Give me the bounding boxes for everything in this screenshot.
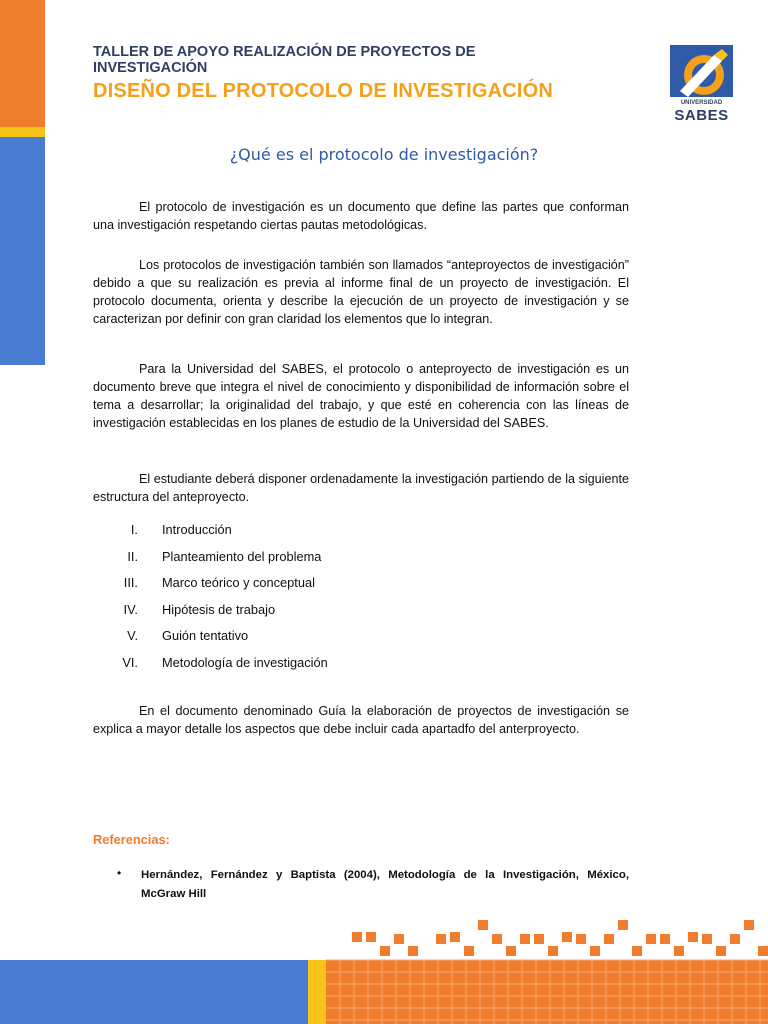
list-item-label: Guión tentativo [162, 628, 249, 644]
list-item-label: Planteamiento del problema [162, 548, 322, 564]
section-question: ¿Qué es el protocolo de investigación? [229, 145, 539, 164]
list-item [93, 549, 573, 576]
left-orange-band [0, 0, 45, 127]
list-item [93, 602, 573, 629]
bullet-icon: • [117, 866, 122, 880]
paragraph-definition: El protocolo de investigación es un documento que define las partes que conforman una investigación respetando ciertas pautas metodológicas. [93, 200, 629, 232]
list-item-number: I. [130, 522, 138, 537]
footer-yellow-band [308, 960, 326, 1024]
footer-blue-band [0, 960, 308, 1024]
list-item-number: IV. [123, 601, 138, 617]
logo-sabes-label: SABES [674, 107, 729, 124]
reference-item: Hernández, Fernández y Baptista (2004), Metodología de la Investigación, México, McGraw Hill [141, 869, 629, 900]
workshop-title: TALLER DE APOYO REALIZACIÓN DE PROYECTOS DE INVESTIGACIÓN [93, 44, 476, 76]
document-title: DISEÑO DEL PROTOCOLO DE INVESTIGACIÓN [93, 80, 554, 102]
list-item [93, 655, 573, 682]
sabes-logo [670, 45, 733, 127]
left-yellow-band [0, 127, 45, 137]
paragraph-structure-intro: El estudiante deberá disponer ordenadamente la investigación partiendo de la siguiente estructura del anteproyecto. [93, 472, 629, 504]
list-item-number: VI. [122, 654, 138, 670]
list-item-label: Metodología de investigación [162, 654, 328, 670]
structure-list [93, 522, 573, 682]
list-item-number: V. [127, 628, 138, 644]
list-item [93, 522, 573, 549]
logo-emblem-icon [670, 45, 733, 97]
list-item-label: Introducción [162, 522, 232, 537]
list-item-label: Hipótesis de trabajo [162, 601, 276, 617]
logo-university-label: UNIVERSIDAD [680, 100, 723, 106]
paragraph-anteproyectos: Los protocolos de investigación también son llamados “anteproyectos de investigación” debido a que su realización es previa al informe final de un proyecto de investigación. El protocolo documenta, orienta y describe la ejecución de un proyecto de investigación y se caracterizan por definir con gran claridad los elementos que lo integran. [93, 258, 629, 326]
list-item [93, 575, 573, 602]
list-item-number: III. [123, 575, 138, 591]
list-item-number: II. [127, 548, 138, 564]
paragraph-sabes: Para la Universidad del SABES, el protocolo o anteproyecto de investigación es un documento breve que integra el nivel de conocimiento y disponibilidad de información sobre el tema a desarrollar; la originalidad del trabajo, y que esté en coherencia con las líneas de investigación establecidas en los planes de estudio de la Universidad del SABES. [93, 362, 629, 430]
left-blue-band [0, 137, 45, 365]
list-item-label: Marco teórico y conceptual [162, 575, 315, 591]
list-item [93, 628, 573, 655]
paragraph-guide: En el documento denominado Guía la elaboración de proyectos de investigación se explica a mayor detalle los aspectos que debe incluir cada apartadfo del anterproyecto. [93, 704, 629, 736]
references-heading: Referencias: [93, 832, 170, 847]
footer-pixel-pattern [326, 920, 768, 1024]
